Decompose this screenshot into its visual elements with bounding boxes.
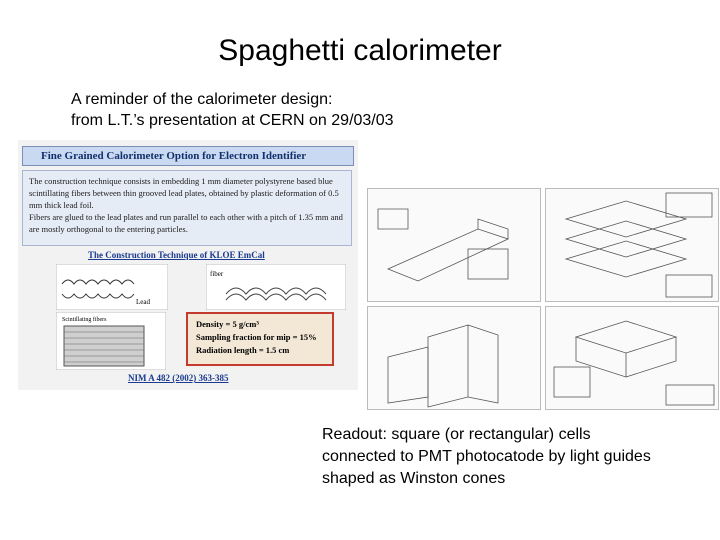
fiber-sketch	[206, 264, 346, 310]
cell-array-drawing	[545, 306, 719, 410]
density-value: Density = 5 g/cm³	[196, 319, 259, 329]
material-properties-box	[186, 312, 334, 366]
intro-text	[71, 89, 394, 131]
lead-plate-sketch	[56, 264, 168, 310]
figure-header: Fine Grained Calorimeter Option for Electron Identifier	[22, 146, 354, 166]
readout-description	[322, 424, 651, 490]
intro-line-1: A reminder of the calorimeter design:	[71, 91, 333, 108]
sampling-fraction: Sampling fraction for mip = 15%	[196, 332, 317, 342]
slide-title: Spaghetti calorimeter	[218, 34, 502, 67]
intro-line-2: from L.T.’s presentation at CERN on 29/03/03	[71, 112, 394, 129]
figure-description	[22, 170, 352, 246]
layered-module-drawing	[545, 188, 719, 302]
readout-line-1: Readout: square (or rectangular) cells	[322, 426, 591, 443]
description-para-2: Fibers are glued to the lead plates and run parallel to each other with a pitch of 1.35 mm and are mostly orthogonal to the entering particles.	[29, 212, 343, 234]
fiber-module-drawing	[367, 188, 541, 302]
pmt-readout-drawing	[367, 306, 541, 410]
description-para-1: The construction technique consists in embedding 1 mm diameter polystyrene based blue scintillating fibers between thin grooved lead plates, obtained by plastic deformation of 0.5 mm thick lead foil.	[29, 176, 339, 210]
readout-line-3: shaped as Winston cones	[322, 470, 506, 487]
sci-fibers-label: Scintillating fibers	[62, 317, 107, 323]
calorimeter-design-figure	[18, 140, 358, 390]
readout-line-2: connected to PMT photocatode by light guides	[322, 448, 651, 465]
fiber-label: fiber	[210, 270, 224, 278]
radiation-length: Radiation length = 1.5 cm	[196, 345, 290, 355]
construction-title: The Construction Technique of KLOE EmCal	[88, 250, 265, 260]
fiber-matrix-sketch	[56, 312, 166, 370]
nim-reference: NIM A 482 (2002) 363-385	[128, 373, 229, 383]
lead-label: Lead	[136, 298, 150, 306]
